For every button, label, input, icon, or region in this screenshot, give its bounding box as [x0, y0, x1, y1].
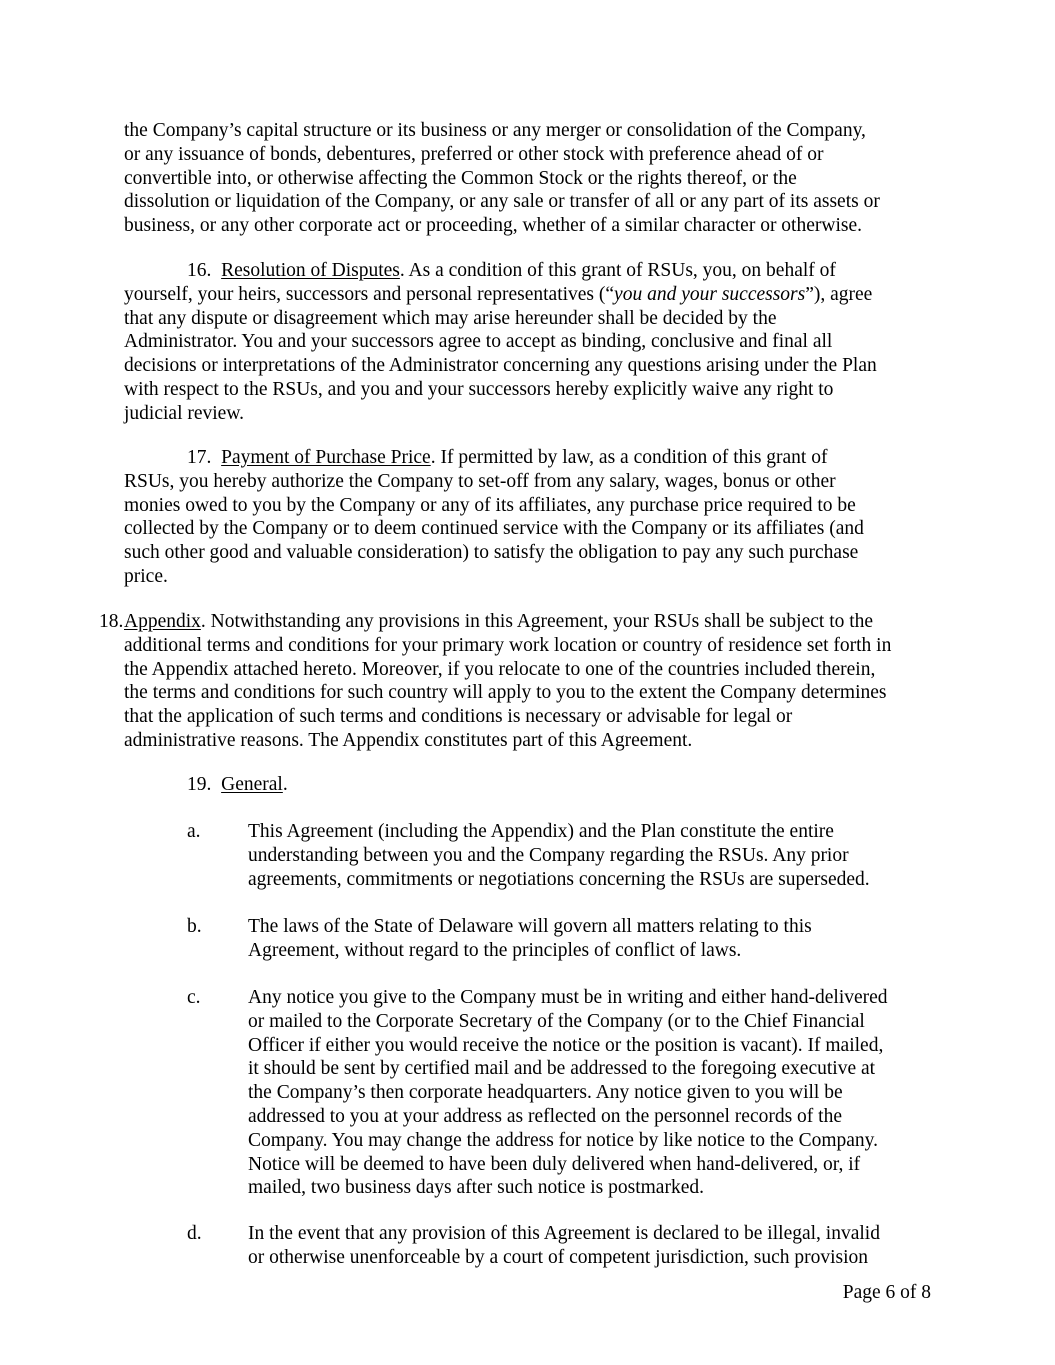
text-line: additional terms and conditions for your primary work location or country of residence set forth in: [124, 634, 892, 656]
text-line: The laws of the State of Delaware will govern all matters relating to this: [248, 916, 812, 937]
list-item: [248, 915, 938, 963]
section-17-paragraph: [124, 446, 944, 589]
text-line: convertible into, or otherwise affecting the Common Stock or the rights thereof, or the: [124, 167, 797, 189]
list-letter: a.: [187, 821, 201, 842]
text-fragment: . If permitted by law, as a condition of this grant of: [430, 447, 828, 468]
section-18-number: 18.: [99, 611, 124, 632]
text-line: or otherwise unenforceable by a court of competent jurisdiction, such provision: [248, 1246, 869, 1268]
text-line: agreements, commitments or negotiations concerning the RSUs are superseded.: [248, 868, 870, 890]
text-line: that any dispute or disagreement which may arise hereunder shall be decided by the: [124, 307, 777, 329]
text-fragment: . As a condition of this grant of RSUs, you, on behalf of: [399, 260, 836, 281]
list-letter: d.: [187, 1223, 202, 1244]
text-line: In the event that any provision of this Agreement is declared to be illegal, invalid: [248, 1223, 880, 1244]
page-number: Page 6 of 8: [842, 1282, 931, 1303]
text-line: with respect to the RSUs, and you and your successors hereby explicitly waive any right to: [124, 378, 834, 400]
text-line: price.: [124, 565, 168, 587]
section-number: 19.: [187, 774, 212, 795]
text-line: understanding between you and the Company regarding the RSUs. Any prior: [248, 844, 849, 866]
section-19-heading-line: [124, 773, 944, 797]
defined-term: you and your successors: [614, 283, 806, 305]
text-line: Agreement, without regard to the principles of conflict of laws.: [248, 939, 742, 961]
text-line: RSUs, you hereby authorize the Company to set-off from any salary, wages, bonus or other: [124, 470, 836, 492]
text-line: the terms and conditions for such country will apply to you to the extent the Company determines: [124, 682, 887, 704]
section-heading: Appendix: [124, 611, 201, 632]
section-16-paragraph: [124, 259, 944, 426]
text-line: the Appendix attached hereto. Moreover, if you relocate to one of the countries included therein,: [124, 658, 876, 680]
text-line: monies owed to you by the Company or any of its affiliates, any purchase price required to be: [124, 494, 856, 516]
text-line: it should be sent by certified mail and be addressed to the foregoing executive at: [248, 1058, 876, 1080]
text-fragment: ”), agree: [805, 283, 873, 305]
section-18-paragraph: [124, 610, 944, 753]
section-18-first-line: [124, 610, 944, 634]
text-line: Administrator. You and your successors agree to accept as binding, conclusive and final all: [124, 331, 833, 353]
text-line: or any issuance of bonds, debentures, preferred or other stock with preference ahead of or: [124, 143, 824, 165]
text-line: Any notice you give to the Company must be in writing and either hand-delivered: [248, 987, 888, 1008]
text-line: such other good and valuable consideration) to satisfy the obligation to pay any such purchase: [124, 542, 859, 564]
text-fragment: yourself, your heirs, successors and personal representatives (“: [124, 283, 615, 305]
text-line: Officer if either you would receive the notice or the position is vacant). If mailed,: [248, 1034, 884, 1056]
text-line: the Company’s capital structure or its business or any merger or consolidation of the Company,: [124, 120, 866, 141]
text-line: or mailed to the Corporate Secretary of the Company (or to the Chief Financial: [248, 1010, 865, 1032]
text-line: administrative reasons. The Appendix constitutes part of this Agreement.: [124, 729, 693, 751]
text-line: dissolution or liquidation of the Company, or any sale or transfer of all or any part of its assets or: [124, 191, 880, 213]
text-line: addressed to you at your address as reflected on the personnel records of the: [248, 1105, 842, 1127]
list-letter: b.: [187, 916, 202, 937]
text-line: mailed, two business days after such notice is postmarked.: [248, 1177, 704, 1199]
section-number: 17.: [187, 447, 212, 468]
list-item: [248, 820, 938, 891]
text-line: business, or any other corporate act or proceeding, whether of a similar character or otherwise.: [124, 215, 862, 237]
text-line: decisions or interpretations of the Administrator concerning any questions arising under the Plan: [124, 355, 877, 377]
text-line: judicial review.: [124, 402, 245, 424]
text-line: Notice will be deemed to have been duly delivered when hand-delivered, or, if: [248, 1153, 861, 1175]
list-item: [248, 986, 938, 1200]
text-line: collected by the Company or to deem continued service with the Company or its affiliates (and: [124, 518, 864, 540]
text-line: the Company’s then corporate headquarters. Any notice given to you will be: [248, 1082, 843, 1104]
intro-paragraph: [124, 119, 944, 238]
section-heading: Payment of Purchase Price: [221, 447, 431, 468]
section-heading: General: [221, 774, 283, 795]
section-heading: Resolution of Disputes: [221, 260, 400, 281]
section-16-second-line: [124, 283, 944, 307]
text-line: This Agreement (including the Appendix) and the Plan constitute the entire: [248, 821, 834, 842]
text-line: Company. You may change the address for notice by like notice to the Company.: [248, 1129, 879, 1151]
section-16-first-line: [124, 259, 944, 283]
text-fragment: . Notwithstanding any provisions in this Agreement, your RSUs shall be subject to the: [200, 611, 874, 632]
list-letter: c.: [187, 987, 201, 1008]
section-number: 16.: [187, 260, 212, 281]
text-fragment: .: [282, 774, 288, 795]
section-19-first-line: [124, 773, 944, 797]
list-item: [248, 1222, 938, 1270]
text-line: that the application of such terms and conditions is necessary or advisable for legal or: [124, 706, 793, 728]
section-17-first-line: [124, 446, 944, 470]
